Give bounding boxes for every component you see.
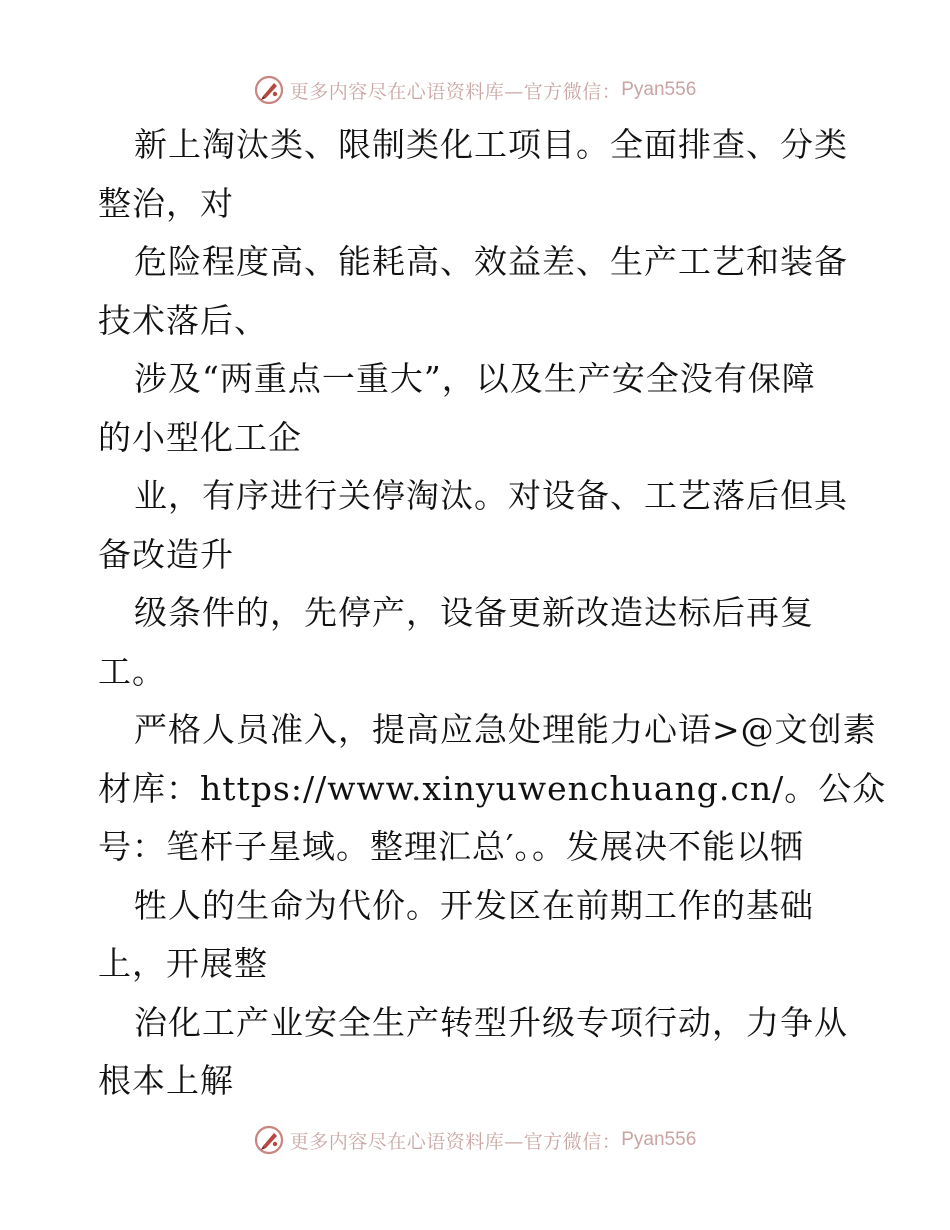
body-line: 危险程度高、能耗高、效益差、生产工艺和装备 <box>134 242 848 281</box>
body-line: 备改造升 <box>98 534 234 574</box>
body-line: 涉及“两重点一重大”，以及生产安全没有保障 <box>134 359 816 398</box>
feather-pen-logo-icon <box>254 75 284 105</box>
body-line: 级条件的，先停产，设备更新改造达标后再复 <box>134 593 814 632</box>
body-line: 技术落后、 <box>98 300 268 340</box>
body-line: 治化工产业安全生产转型升级专项行动，力争从 <box>134 1002 848 1042</box>
header-watermark-text: 更多内容尽在心语资料库—官方微信： <box>289 80 622 103</box>
header-watermark <box>0 70 950 110</box>
footer-watermark <box>0 1120 950 1160</box>
body-line: 工。 <box>98 651 166 691</box>
body-line: 业，有序进行关停淘汰。对设备、工艺落后但具 <box>134 476 848 515</box>
body-line: 新上淘汰类、限制类化工项目。全面排查、分类 <box>134 125 848 164</box>
body-line: 整治，对 <box>98 183 234 223</box>
document-body <box>98 116 887 1111</box>
body-line: 根本上解 <box>98 1061 234 1100</box>
header-watermark-id: Pyan556 <box>621 79 697 100</box>
body-line: 材库：https://www.xinyuwenchuang.cn/。公众 <box>98 768 887 808</box>
footer-watermark-text: 更多内容尽在心语资料库—官方微信： <box>289 1130 622 1153</box>
body-line: 的小型化工企 <box>98 417 302 457</box>
feather-pen-logo-icon <box>254 1125 284 1155</box>
body-line: 严格人员准入，提高应急处理能力心语>@文创素 <box>134 710 877 749</box>
body-line: 上，开展整 <box>98 944 268 983</box>
body-line: 号：笔杆子星域。整理汇总′。。发展决不能以牺 <box>98 827 804 866</box>
body-line: 牲人的生命为代价。开发区在前期工作的基础 <box>134 885 814 925</box>
footer-watermark-id: Pyan556 <box>621 1129 697 1150</box>
